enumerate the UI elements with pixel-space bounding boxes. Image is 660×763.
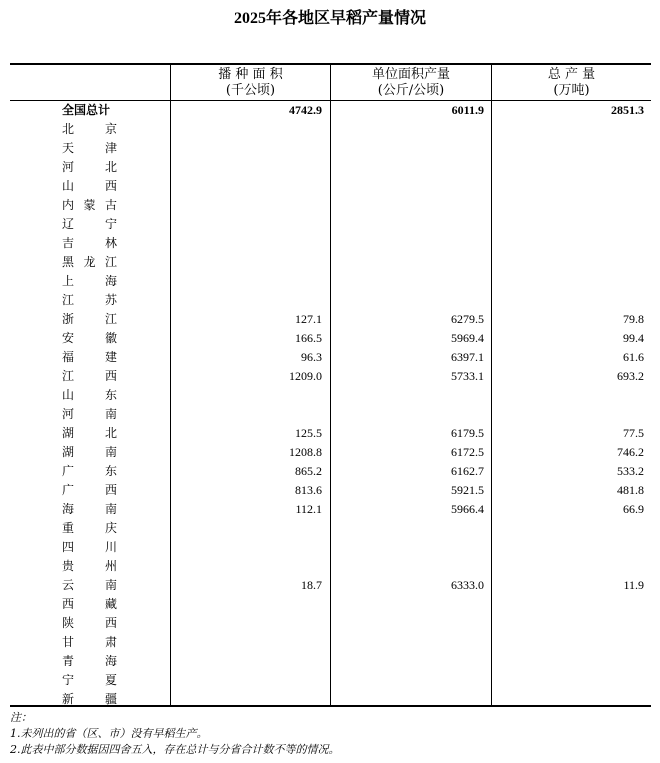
region-label: 上海 <box>62 274 117 288</box>
region-label: 浙江 <box>62 312 117 326</box>
yield-value: 6279.5 <box>451 312 484 326</box>
region-name <box>62 291 117 310</box>
region-name <box>62 348 117 367</box>
region-label: 河南 <box>62 407 117 421</box>
header-unit: (万吨) <box>553 83 590 98</box>
table-row <box>10 614 651 633</box>
output-value: 79.8 <box>623 312 644 326</box>
region-name <box>62 481 117 500</box>
region-name <box>62 633 117 652</box>
region-name <box>62 462 117 481</box>
table-row <box>10 652 651 671</box>
output-value: 693.2 <box>617 369 644 383</box>
sown-area-value: 166.5 <box>295 331 322 345</box>
region-label: 青海 <box>62 654 117 668</box>
region-name <box>62 538 117 557</box>
region-name <box>62 215 117 234</box>
region-name <box>62 329 117 348</box>
table-row <box>10 196 651 215</box>
table-row <box>10 234 651 253</box>
region-label: 内蒙古 <box>62 198 117 212</box>
region-label: 安徽 <box>62 331 117 345</box>
region-name <box>62 196 117 215</box>
region-label: 湖北 <box>62 426 117 440</box>
table-row <box>10 120 651 139</box>
region-name <box>62 671 117 690</box>
output-value: 746.2 <box>617 445 644 459</box>
region-name <box>62 595 117 614</box>
region-label: 西藏 <box>62 597 117 611</box>
table-row <box>10 367 651 386</box>
region-label: 广西 <box>62 483 117 497</box>
yield-value: 6011.9 <box>451 103 484 117</box>
table-row <box>10 500 651 519</box>
yield-value: 6333.0 <box>451 578 484 592</box>
region-name <box>62 177 117 196</box>
region-name <box>62 272 117 291</box>
table-row <box>10 557 651 576</box>
region-name <box>62 386 117 405</box>
region-label: 云南 <box>62 578 117 592</box>
region-name <box>62 690 117 709</box>
region-label: 湖南 <box>62 445 117 459</box>
region-name <box>62 101 117 120</box>
region-name <box>62 519 117 538</box>
table-row <box>10 633 651 652</box>
region-label: 福建 <box>62 350 117 364</box>
output-value: 77.5 <box>623 426 644 440</box>
header-sown-area <box>171 67 330 99</box>
region-label: 全国总计 <box>62 103 111 117</box>
region-label: 新疆 <box>62 692 117 706</box>
yield-value: 5733.1 <box>451 369 484 383</box>
sown-area-value: 125.5 <box>295 426 322 440</box>
header-unit: (千公顷) <box>225 83 276 98</box>
header-label: 播 种 面 积 <box>218 67 283 82</box>
region-name <box>62 234 117 253</box>
table-row <box>10 519 651 538</box>
region-name <box>62 367 117 386</box>
region-name <box>62 120 117 139</box>
footnote-1: 1.未列出的省（区、市）没有早稻生产。 <box>10 727 208 740</box>
output-value: 481.8 <box>617 483 644 497</box>
region-label: 海南 <box>62 502 117 516</box>
region-name <box>62 576 117 595</box>
sown-area-value: 112.1 <box>295 502 322 516</box>
output-value: 99.4 <box>623 331 644 345</box>
region-label: 河北 <box>62 160 117 174</box>
table-row <box>10 253 651 272</box>
region-name <box>62 557 117 576</box>
output-value: 2851.3 <box>611 103 644 117</box>
footnote-heading: 注： <box>10 711 32 724</box>
header-label: 单位面积产量 <box>371 67 450 82</box>
table-row <box>10 576 651 595</box>
yield-value: 5921.5 <box>451 483 484 497</box>
table-row <box>10 690 651 709</box>
yield-value: 5969.4 <box>451 331 484 345</box>
footnotes <box>10 710 340 758</box>
table-row <box>10 595 651 614</box>
region-label: 宁夏 <box>62 673 117 687</box>
page-title: 2025年各地区早稻产量情况 <box>233 10 426 27</box>
table-row <box>10 443 651 462</box>
data-table <box>10 63 651 707</box>
table-row <box>10 177 651 196</box>
region-name <box>62 139 117 158</box>
region-label: 四川 <box>62 540 117 554</box>
table-row <box>10 671 651 690</box>
sown-area-value: 96.3 <box>301 350 322 364</box>
region-name <box>62 405 117 424</box>
table-row <box>10 215 651 234</box>
yield-value: 6397.1 <box>451 350 484 364</box>
sown-area-value: 1208.8 <box>289 445 322 459</box>
region-name <box>62 443 117 462</box>
region-label: 吉林 <box>62 236 117 250</box>
sown-area-value: 813.6 <box>295 483 322 497</box>
table-row-total <box>10 101 651 120</box>
sown-area-value: 865.2 <box>295 464 322 478</box>
region-label: 辽宁 <box>62 217 117 231</box>
yield-value: 6162.7 <box>451 464 484 478</box>
table-row <box>10 405 651 424</box>
yield-value: 5966.4 <box>451 502 484 516</box>
region-name <box>62 253 117 272</box>
region-name <box>62 500 117 519</box>
footnote-2: 2.此表中部分数据因四舍五入，存在总计与分省合计数不等的情况。 <box>10 743 340 756</box>
yield-value: 6172.5 <box>451 445 484 459</box>
table-row <box>10 329 651 348</box>
header-unit: (公斤/公顷) <box>377 83 445 98</box>
region-label: 山东 <box>62 388 117 402</box>
sown-area-value: 127.1 <box>295 312 322 326</box>
region-label: 北京 <box>62 122 117 136</box>
table-row <box>10 538 651 557</box>
region-label: 广东 <box>62 464 117 478</box>
header-total-output <box>492 67 651 99</box>
yield-value: 6179.5 <box>451 426 484 440</box>
region-label: 江西 <box>62 369 117 383</box>
region-name <box>62 652 117 671</box>
region-label: 甘肃 <box>62 635 117 649</box>
table-body <box>10 101 651 709</box>
sown-area-value: 18.7 <box>301 578 322 592</box>
region-label: 江苏 <box>62 293 117 307</box>
region-label: 贵州 <box>62 559 117 573</box>
output-value: 11.9 <box>623 578 644 592</box>
output-value: 66.9 <box>623 502 644 516</box>
region-label: 重庆 <box>62 521 117 535</box>
region-label: 黑龙江 <box>62 255 117 269</box>
table-row <box>10 139 651 158</box>
table-row <box>10 348 651 367</box>
table-row <box>10 291 651 310</box>
sown-area-value: 1209.0 <box>289 369 322 383</box>
region-name <box>62 424 117 443</box>
region-label: 山西 <box>62 179 117 193</box>
table-row <box>10 386 651 405</box>
region-label: 陕西 <box>62 616 117 630</box>
table-row <box>10 424 651 443</box>
table-row <box>10 272 651 291</box>
table-row <box>10 310 651 329</box>
table-row <box>10 462 651 481</box>
header-label: 总 产 量 <box>547 67 596 82</box>
output-value: 61.6 <box>623 350 644 364</box>
header-yield-per-area <box>331 67 491 99</box>
sown-area-value: 4742.9 <box>289 103 322 117</box>
region-name <box>62 158 117 177</box>
region-name <box>62 310 117 329</box>
region-label: 天津 <box>62 141 117 155</box>
table-row <box>10 481 651 500</box>
output-value: 533.2 <box>617 464 644 478</box>
table-row <box>10 158 651 177</box>
region-name <box>62 614 117 633</box>
